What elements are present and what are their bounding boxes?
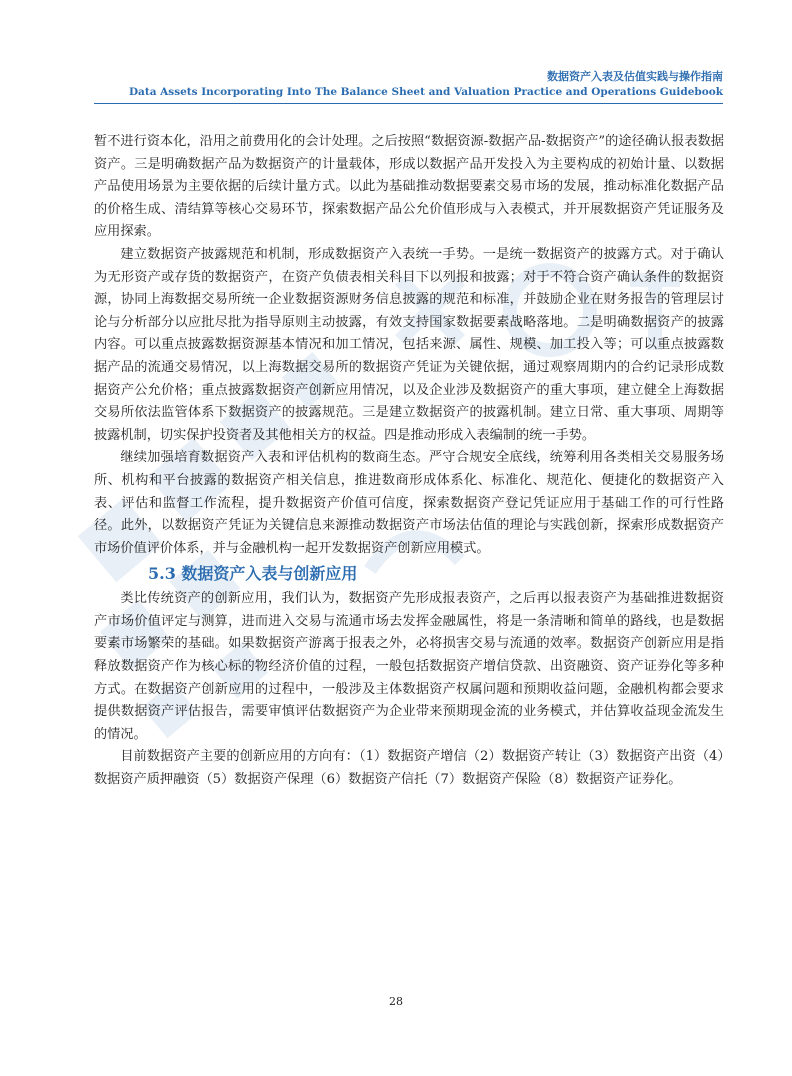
paragraph-ecosystem: 继续加强培育数据资产入表和评估机构的数商生态。严守合规安全底线，统筹利用各类相关交易服务场所、机构和平台披露的数据资产相关信息，推进数商形成体系化、标准化、规范化、便捷化的数据资产入表、评估和监督工作流程，提升数据资产价值可信度，探索数据资产登记凭证应用于基础工作的可行性路径。此外，以数据资产凭证为关键信息来源推动数据资产市场法估值的理论与实践创新，探索形成数据资产市场价值评价体系，并与金融机构一起开发数据资产创新应用模式。: [94, 450, 724, 556]
header-divider: [94, 103, 723, 104]
header-title-en: Data Assets Incorporating Into The Balance Sheet and Valuation Practice and Operations Guidebook: [128, 86, 723, 98]
paragraph-application-directions: 目前数据资产主要的创新应用的方向有：（1）数据资产增信（2）数据资产转让（3）数据资产出资（4）数据资产质押融资（5）数据资产保理（6）数据资产信托（7）数据资产保险（8）数据资产证券化。: [94, 749, 724, 788]
page-number: 28: [389, 995, 403, 1008]
paragraph-continued: 暂不进行资本化，沿用之前费用化的会计处理。之后按照“数据资源-数据产品-数据资产”的途径确认报表数据资产。三是明确数据产品为数据资产的计量载体，形成以数据产品开发投入为主要构成的初始计量、以数据产品使用场景为主要依据的后续计量方式。以此为基础推动数据要素交易市场的发展，推动标准化数据产品的价格生成、清结算等核心交易环节，探索数据产品公允价值形成与入表模式，并开展数据资产凭证服务及应用探索。: [94, 134, 724, 240]
body-text: [94, 131, 724, 792]
paragraph-disclosure: 建立数据资产披露规范和机制，形成数据资产入表统一手势。一是统一数据资产的披露方式。对于确认为无形资产或存货的数据资产，在资产负债表相关科目下以列报和披露；对于不符合资产确认条件的数据资源，协同上海数据交易所统一企业数据资源财务信息披露的规范和标准，并鼓励企业在财务报告的管理层讨论与分析部分以应批尽批为指导原则主动披露，有效支持国家数据要素战略落地。二是明确数据资产的披露内容。可以重点披露数据资源基本情况和加工情况，包括来源、属性、规模、加工投入等；可以重点披露数据产品的流通交易情况，以上海数据交易所的数据资产凭证为关键依据，通过观察周期内的合约记录形成数据资产公允价格；重点披露数据资产创新应用情况，以及企业涉及数据资产的重大事项，建立健全上海数据交易所依法监管体系下数据资产的披露规范。三是建立数据资产的披露机制。建立日常、重大事项、周期等披露机制，切实保护投资者及其他相关方的权益。四是推动形成入表编制的统一手势。: [94, 246, 724, 443]
header-title-cn: 数据资产入表及估值实践与操作指南: [547, 70, 723, 83]
paragraph-innovation: 类比传统资产的创新应用，我们认为，数据资产先形成报表资产，之后再以报表资产为基础推进数据资产市场价值评定与测算，进而进入交易与流通市场去发挥金融属性，将是一条清晰和简单的路线，也是数据要素市场繁荣的基础。如果数据资产游离于报表之外，必将损害交易与流通的效率。数据资产创新应用是指释放数据资产作为核心标的物经济价值的过程，一般包括数据资产增信贷款、出资融资、资产证券化等多种方式。在数据资产创新应用的过程中，一般涉及主体数据资产权属问题和预期收益问题，金融机构都会要求提供数据资产评估报告，需要审慎评估数据资产为企业带来预期现金流的业务模式，并估算收益现金流发生的情况。: [94, 591, 724, 742]
section-heading: 5.3 数据资产入表与创新应用: [148, 564, 358, 584]
